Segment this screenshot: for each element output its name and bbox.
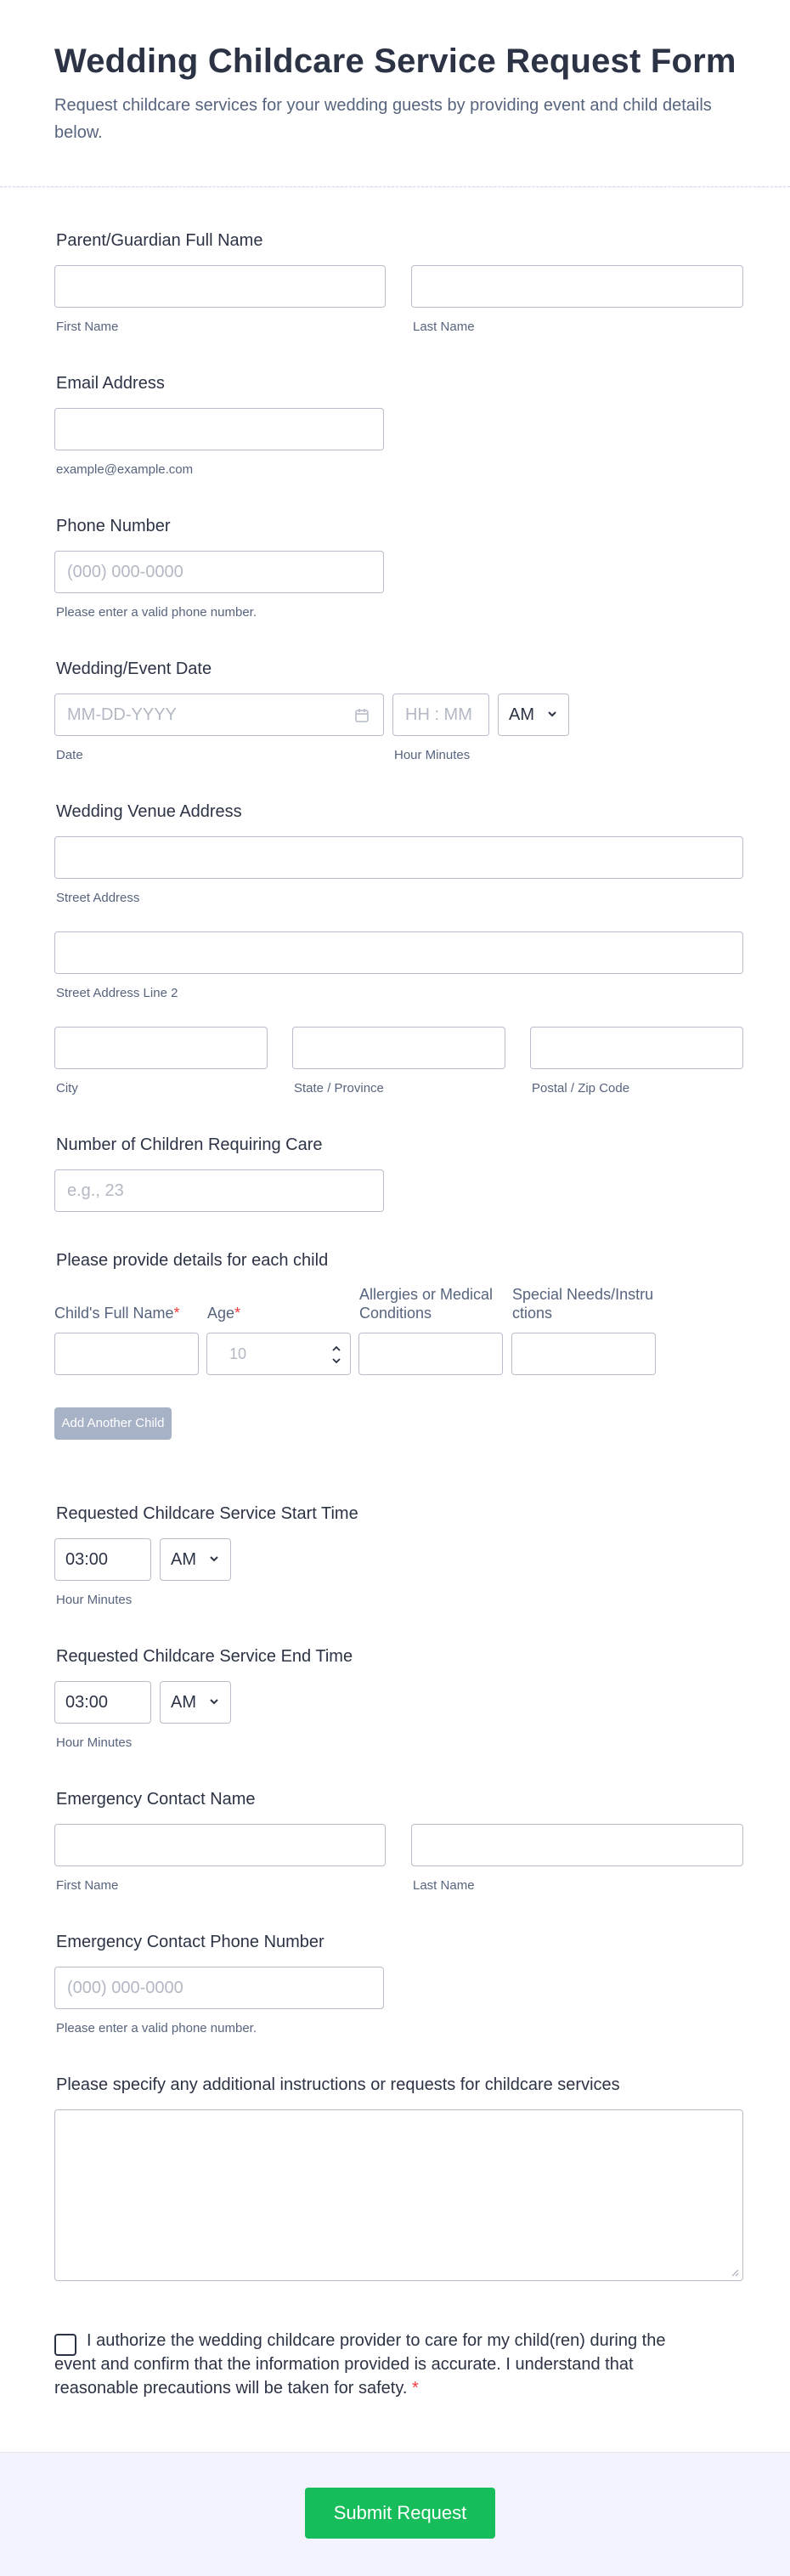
event-time-input[interactable] <box>392 694 489 736</box>
child-allergies-input[interactable] <box>358 1333 503 1375</box>
email-label: Email Address <box>56 374 165 393</box>
venue-street-sublabel: Street Address <box>56 891 140 905</box>
event-date-sublabel: Date <box>56 748 83 762</box>
children-count-input[interactable] <box>54 1169 384 1212</box>
emergency-last-name-input[interactable] <box>411 1824 743 1866</box>
emergency-phone-placeholder: (000) 000-0000 <box>67 1979 183 1997</box>
end-ampm-value: AM <box>171 1693 196 1712</box>
event-date-label: Wedding/Event Date <box>56 660 212 678</box>
guardian-name-label: Parent/Guardian Full Name <box>56 231 263 250</box>
calendar-icon[interactable] <box>354 708 370 723</box>
child-age-stepper[interactable] <box>206 1333 351 1375</box>
child-name-input[interactable] <box>54 1333 199 1375</box>
child-details-label: Please provide details for each child <box>56 1251 329 1270</box>
form-footer <box>0 2452 790 2576</box>
event-time-sublabel: Hour Minutes <box>394 748 471 762</box>
venue-street2-input[interactable] <box>54 931 743 974</box>
start-time-value: 03:00 <box>65 1550 109 1569</box>
venue-city-sublabel: City <box>56 1081 78 1096</box>
start-time-label: Requested Childcare Service Start Time <box>56 1504 358 1523</box>
venue-city-input[interactable] <box>54 1027 268 1069</box>
phone-sublabel: Please enter a valid phone number. <box>56 605 257 620</box>
instructions-label: Please specify any additional instructions or requests for childcare services <box>56 2075 620 2094</box>
venue-zip-input[interactable] <box>530 1027 743 1069</box>
column-header-age: Age* <box>207 1305 241 1322</box>
column-header-special-needs: Special Needs/Instructions <box>512 1286 654 1322</box>
page-subtitle: Request childcare services for your wedding guests by providing event and child details below. <box>54 96 712 142</box>
email-input[interactable] <box>54 408 384 450</box>
event-ampm-value: AM <box>509 705 534 724</box>
chevron-down-icon <box>545 706 560 722</box>
guardian-first-name-sublabel: First Name <box>56 320 119 334</box>
end-time-label: Requested Childcare Service End Time <box>56 1647 353 1666</box>
event-time-placeholder: HH : MM <box>405 705 472 724</box>
end-ampm-select[interactable] <box>160 1681 231 1724</box>
submit-button[interactable]: Submit Request <box>305 2488 495 2539</box>
emergency-name-label: Emergency Contact Name <box>56 1790 256 1809</box>
child-age-placeholder: 10 <box>229 1345 247 1362</box>
phone-label: Phone Number <box>56 517 171 535</box>
email-sublabel: example@example.com <box>56 462 194 477</box>
start-ampm-select[interactable] <box>160 1538 231 1581</box>
column-header-allergies: Allergies or Medical Conditions <box>359 1286 494 1322</box>
consent-text: I authorize the wedding childcare provider to care for my child(ren) during the event and confirm that the information provided is accurate. I understand that reasonable precautions will be taken for safety. * <box>54 2331 666 2398</box>
chevron-down-icon <box>206 1694 222 1709</box>
end-time-input[interactable] <box>54 1681 151 1724</box>
emergency-phone-label: Emergency Contact Phone Number <box>56 1933 324 1951</box>
guardian-last-name-input[interactable] <box>411 265 743 308</box>
column-header-child-name: Child's Full Name* <box>54 1305 180 1322</box>
venue-state-input[interactable] <box>292 1027 505 1069</box>
event-ampm-select[interactable] <box>498 694 569 736</box>
consent-required-mark: * <box>411 2379 419 2398</box>
child-special-needs-input[interactable] <box>511 1333 656 1375</box>
event-date-input[interactable] <box>54 694 384 736</box>
guardian-first-name-input[interactable] <box>54 265 386 308</box>
emergency-phone-sublabel: Please enter a valid phone number. <box>56 2021 257 2035</box>
venue-zip-sublabel: Postal / Zip Code <box>532 1081 630 1096</box>
end-time-value: 03:00 <box>65 1693 109 1712</box>
instructions-textarea[interactable] <box>54 2109 743 2281</box>
venue-street-input[interactable] <box>54 836 743 879</box>
emergency-last-name-sublabel: Last Name <box>413 1878 475 1893</box>
phone-input[interactable] <box>54 551 384 593</box>
guardian-last-name-sublabel: Last Name <box>413 320 475 334</box>
add-another-child-button[interactable]: Add Another Child <box>54 1407 172 1440</box>
form-header <box>0 0 790 187</box>
emergency-first-name-sublabel: First Name <box>56 1878 119 1893</box>
venue-state-sublabel: State / Province <box>294 1081 384 1096</box>
venue-street2-sublabel: Street Address Line 2 <box>56 986 178 1000</box>
start-time-sublabel: Hour Minutes <box>56 1593 133 1607</box>
stepper-arrows-icon[interactable] <box>330 1342 343 1367</box>
emergency-phone-input[interactable] <box>54 1967 384 2009</box>
chevron-down-icon <box>206 1551 222 1566</box>
start-ampm-value: AM <box>171 1550 196 1569</box>
event-date-placeholder: MM-DD-YYYY <box>67 705 177 724</box>
start-time-input[interactable] <box>54 1538 151 1581</box>
end-time-sublabel: Hour Minutes <box>56 1735 133 1750</box>
resize-handle-icon[interactable] <box>731 2268 739 2277</box>
venue-label: Wedding Venue Address <box>56 802 242 821</box>
children-count-placeholder: e.g., 23 <box>67 1181 124 1200</box>
emergency-first-name-input[interactable] <box>54 1824 386 1866</box>
phone-placeholder: (000) 000-0000 <box>67 563 183 581</box>
children-count-label: Number of Children Requiring Care <box>56 1135 323 1154</box>
page-title: Wedding Childcare Service Request Form <box>54 42 736 80</box>
